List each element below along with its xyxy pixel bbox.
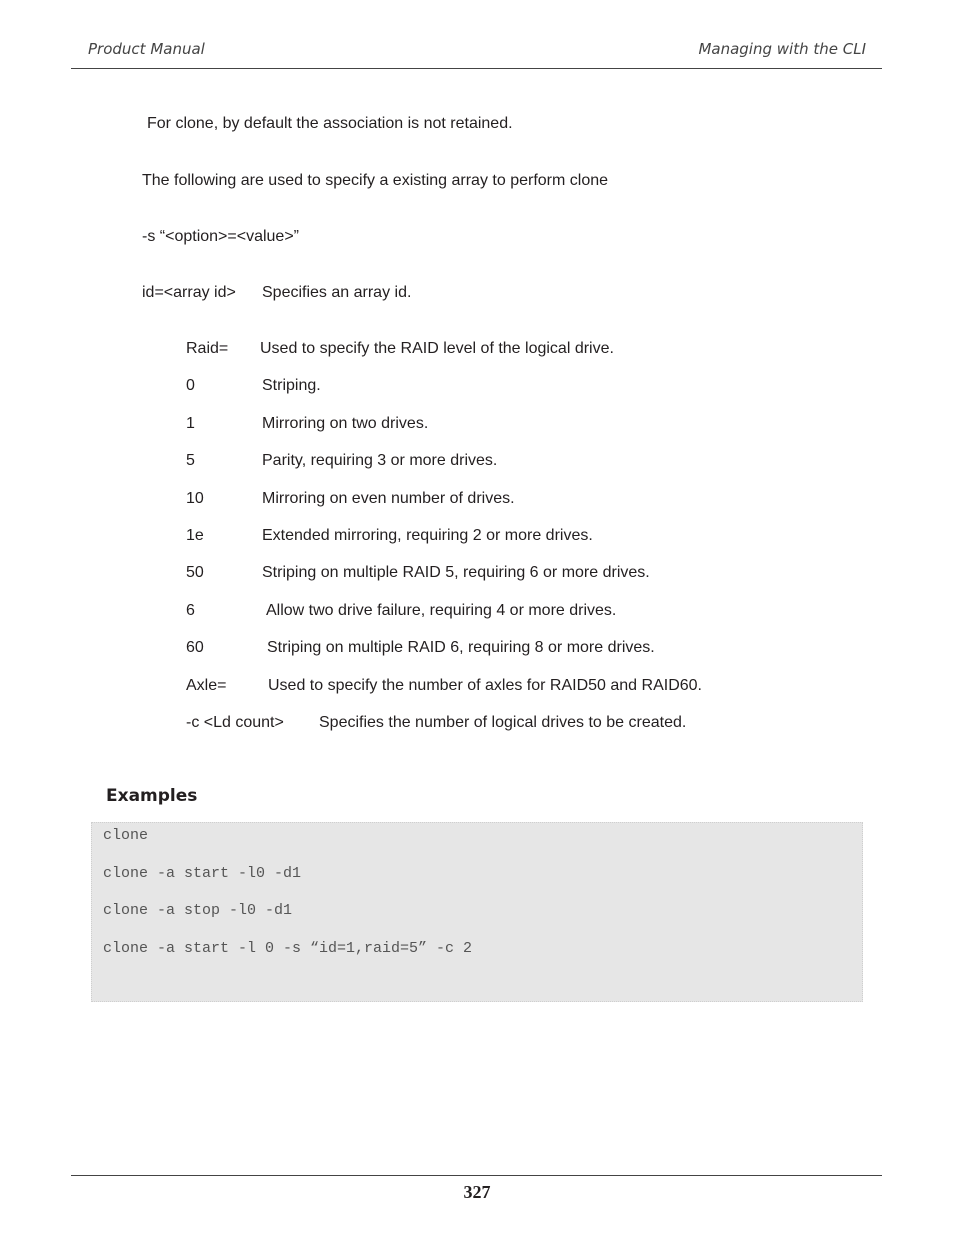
raid-level-description: Extended mirroring, requiring 2 or more drives. — [262, 527, 593, 544]
raid-level-description: Mirroring on even number of drives. — [262, 490, 515, 507]
raid-level-description: Parity, requiring 3 or more drives. — [262, 452, 498, 469]
raid-level-term: 5 — [186, 452, 195, 469]
raid-term: Raid= — [186, 340, 229, 357]
paragraph-clone-default: For clone, by default the association is not retained. — [147, 115, 513, 132]
raid-level-term: 50 — [186, 564, 204, 581]
paragraph-existing-array: The following are used to specify a existing array to perform clone — [142, 172, 609, 189]
code-line: clone -a stop -l0 -d1 — [103, 902, 293, 919]
id-description: Specifies an array id. — [262, 284, 412, 301]
code-line: clone -a start -l 0 -s “id=1,raid=5” -c 2 — [103, 940, 473, 957]
raid-level-term: 1e — [186, 527, 204, 544]
raid-level-term: 10 — [186, 490, 204, 507]
id-term: id=<array id> — [142, 284, 236, 301]
examples-heading: Examples — [106, 786, 198, 806]
raid-level-description: Striping. — [262, 377, 321, 394]
raid-level-term: 60 — [186, 639, 204, 656]
code-line: clone -a start -l0 -d1 — [103, 865, 302, 882]
raid-description: Used to specify the RAID level of the logical drive. — [260, 340, 614, 357]
raid-level-term: 6 — [186, 602, 195, 619]
header-section: Managing with the CLI — [698, 40, 866, 58]
code-line: clone — [103, 827, 149, 844]
raid-level-term: 1 — [186, 415, 195, 432]
raid-level-description: Striping on multiple RAID 5, requiring 6 or more drives. — [262, 564, 650, 581]
raid-level-description: Striping on multiple RAID 6, requiring 8 or more drives. — [267, 639, 655, 656]
axle-description: Used to specify the number of axles for RAID50 and RAID60. — [268, 677, 702, 694]
header-rule — [71, 68, 882, 69]
raid-level-term: 0 — [186, 377, 195, 394]
ld-count-term: -c <Ld count> — [186, 714, 284, 731]
page-number: 327 — [463, 1182, 491, 1202]
axle-term: Axle= — [186, 677, 227, 694]
footer-rule — [71, 1175, 882, 1176]
raid-level-description: Allow two drive failure, requiring 4 or more drives. — [266, 602, 617, 619]
raid-level-description: Mirroring on two drives. — [262, 415, 429, 432]
option-syntax: -s “<option>=<value>” — [142, 228, 299, 245]
header-title: Product Manual — [88, 40, 205, 58]
ld-count-description: Specifies the number of logical drives to be created. — [319, 714, 687, 731]
